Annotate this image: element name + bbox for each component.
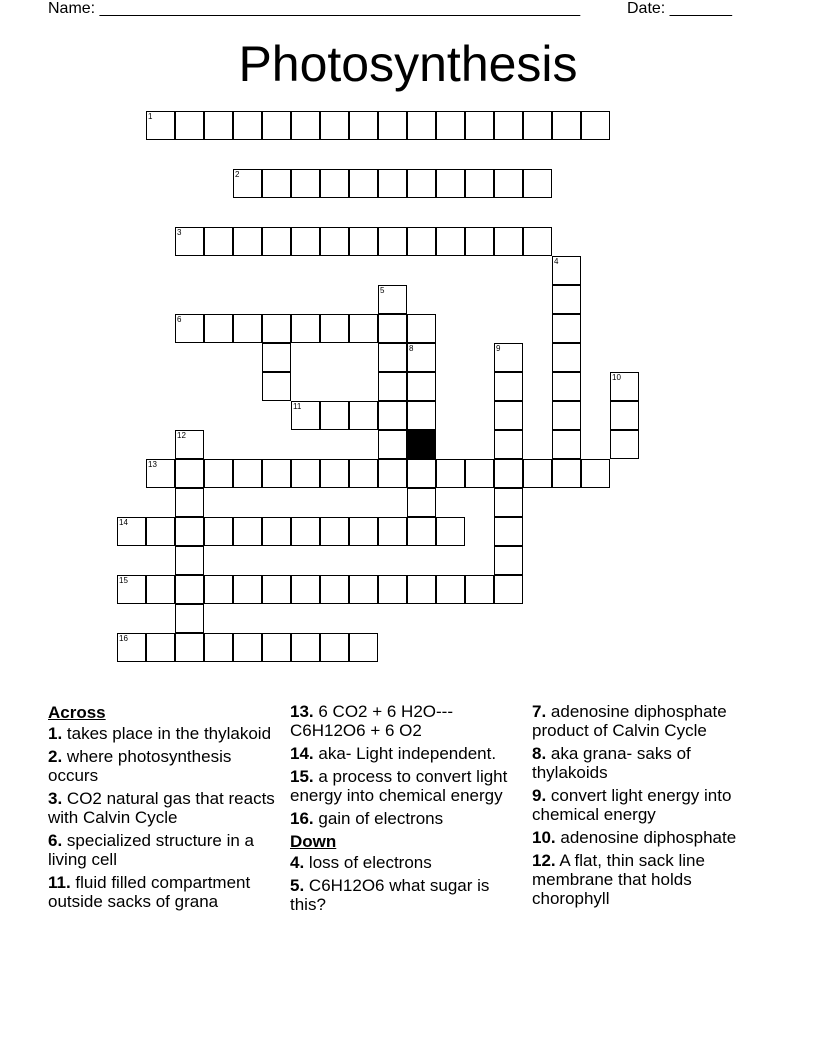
- clue-number: 13.: [290, 702, 314, 721]
- crossword-cell[interactable]: [494, 517, 523, 546]
- crossword-cell[interactable]: [407, 575, 436, 604]
- clue-text: adenosine diphosphate: [555, 828, 737, 847]
- crossword-cell[interactable]: [494, 575, 523, 604]
- clue-number-label: 2: [235, 170, 240, 179]
- crossword-cell[interactable]: [552, 430, 581, 459]
- crossword-cell[interactable]: [407, 343, 436, 372]
- crossword-cell[interactable]: [378, 227, 407, 256]
- crossword-cell[interactable]: [320, 575, 349, 604]
- crossword-cell[interactable]: [233, 633, 262, 662]
- crossword-cell[interactable]: [581, 111, 610, 140]
- clues-column-3: [532, 702, 764, 912]
- crossword-cell[interactable]: [262, 459, 291, 488]
- crossword-cell[interactable]: [320, 401, 349, 430]
- clue-down-12: [532, 851, 764, 908]
- clue-number-label: 15: [119, 576, 128, 585]
- crossword-cell[interactable]: [378, 372, 407, 401]
- clue-text: convert light energy into chemical energy: [532, 786, 732, 824]
- clue-number: 6.: [48, 831, 63, 850]
- crossword-cell[interactable]: [523, 459, 552, 488]
- clue-text: specialized structure in a living cell: [48, 831, 255, 869]
- crossword-cell[interactable]: [320, 459, 349, 488]
- crossword-cell[interactable]: [552, 401, 581, 430]
- crossword-cell[interactable]: [552, 314, 581, 343]
- crossword-cell[interactable]: [523, 169, 552, 198]
- crossword-black-cell: [407, 430, 436, 459]
- crossword-cell[interactable]: [291, 633, 320, 662]
- crossword-cell[interactable]: [349, 401, 378, 430]
- clue-down-8: [532, 744, 764, 782]
- clue-text: gain of electrons: [313, 809, 444, 828]
- clue-number: 12.: [532, 851, 556, 870]
- crossword-cell[interactable]: [523, 227, 552, 256]
- crossword-cell[interactable]: [349, 314, 378, 343]
- clue-number: 2.: [48, 747, 63, 766]
- crossword-cell[interactable]: [552, 285, 581, 314]
- crossword-cell[interactable]: [494, 111, 523, 140]
- crossword-cell[interactable]: [233, 169, 262, 198]
- clue-number-label: 12: [177, 431, 186, 440]
- clue-across-15: [290, 767, 520, 805]
- crossword-cell[interactable]: [262, 227, 291, 256]
- crossword-cell[interactable]: [378, 430, 407, 459]
- crossword-cell[interactable]: [436, 227, 465, 256]
- crossword-cell[interactable]: [552, 256, 581, 285]
- crossword-cell[interactable]: [465, 169, 494, 198]
- crossword-cell[interactable]: [465, 111, 494, 140]
- down-heading: Down: [290, 832, 337, 851]
- crossword-cell[interactable]: [436, 169, 465, 198]
- crossword-cell[interactable]: [146, 517, 175, 546]
- clue-number: 14.: [290, 744, 314, 763]
- crossword-cell[interactable]: [494, 488, 523, 517]
- crossword-cell[interactable]: [291, 517, 320, 546]
- clue-text: where photosynthesis occurs: [48, 747, 232, 785]
- crossword-cell[interactable]: [291, 459, 320, 488]
- clue-text: C6H12O6 what sugar is this?: [290, 876, 490, 914]
- crossword-cell[interactable]: [320, 169, 349, 198]
- crossword-cell[interactable]: [349, 633, 378, 662]
- crossword-cell[interactable]: [378, 285, 407, 314]
- crossword-cell[interactable]: [436, 459, 465, 488]
- crossword-cell[interactable]: [175, 459, 204, 488]
- crossword-cell[interactable]: [262, 111, 291, 140]
- crossword-cell[interactable]: [436, 111, 465, 140]
- crossword-cell[interactable]: [378, 517, 407, 546]
- crossword-cell[interactable]: [291, 575, 320, 604]
- clue-text: loss of electrons: [304, 853, 432, 872]
- crossword-cell[interactable]: [407, 488, 436, 517]
- crossword-cell[interactable]: [175, 227, 204, 256]
- clue-text: fluid filled compartment outside sacks of grana: [48, 873, 251, 911]
- crossword-cell[interactable]: [552, 111, 581, 140]
- crossword-cell[interactable]: [175, 517, 204, 546]
- clue-number-label: 6: [177, 315, 182, 324]
- clue-across-14: [290, 744, 520, 763]
- crossword-cell[interactable]: [262, 372, 291, 401]
- crossword-cell[interactable]: [233, 314, 262, 343]
- clue-text: takes place in the thylakoid: [62, 724, 272, 743]
- clue-number: 10.: [532, 828, 556, 847]
- crossword-cell[interactable]: [320, 517, 349, 546]
- crossword-cell[interactable]: [117, 633, 146, 662]
- crossword-cell[interactable]: [494, 430, 523, 459]
- crossword-cell[interactable]: [233, 575, 262, 604]
- crossword-cell[interactable]: [291, 314, 320, 343]
- crossword-cell[interactable]: [494, 372, 523, 401]
- crossword-cell[interactable]: [262, 575, 291, 604]
- crossword-cell[interactable]: [407, 314, 436, 343]
- crossword-cell[interactable]: [349, 459, 378, 488]
- crossword-cell[interactable]: [175, 430, 204, 459]
- crossword-cell[interactable]: [320, 227, 349, 256]
- clue-across-3: [48, 789, 278, 827]
- crossword-cell[interactable]: [262, 633, 291, 662]
- crossword-cell[interactable]: [465, 575, 494, 604]
- clue-text: adenosine diphosphate product of Calvin Cycle: [532, 702, 727, 740]
- crossword-cell[interactable]: [436, 517, 465, 546]
- crossword-cell[interactable]: [262, 517, 291, 546]
- clue-number: 15.: [290, 767, 314, 786]
- crossword-cell[interactable]: [465, 227, 494, 256]
- crossword-cell[interactable]: [407, 227, 436, 256]
- clue-across-6: [48, 831, 278, 869]
- clue-number-label: 16: [119, 634, 128, 643]
- crossword-cell[interactable]: [378, 343, 407, 372]
- crossword-cell[interactable]: [349, 227, 378, 256]
- crossword-cell[interactable]: [610, 372, 639, 401]
- crossword-cell[interactable]: [233, 517, 262, 546]
- crossword-cell[interactable]: [262, 343, 291, 372]
- crossword-cell[interactable]: [146, 459, 175, 488]
- crossword-cell[interactable]: [175, 604, 204, 633]
- crossword-cell[interactable]: [204, 111, 233, 140]
- crossword-cell[interactable]: [204, 517, 233, 546]
- clue-number: 9.: [532, 786, 547, 805]
- crossword-cell[interactable]: [262, 314, 291, 343]
- crossword-cell[interactable]: [320, 314, 349, 343]
- crossword-cell[interactable]: [349, 517, 378, 546]
- clues-column-2: [290, 702, 520, 918]
- clue-across-13: [290, 702, 520, 740]
- crossword-cell[interactable]: [175, 633, 204, 662]
- crossword-cell[interactable]: [291, 169, 320, 198]
- crossword-cell[interactable]: [407, 517, 436, 546]
- clue-across-11: [48, 873, 278, 911]
- crossword-cell[interactable]: [407, 459, 436, 488]
- clue-number-label: 5: [380, 286, 385, 295]
- clue-down-9: [532, 786, 764, 824]
- clue-down-5: [290, 876, 520, 914]
- crossword-cell[interactable]: [407, 111, 436, 140]
- crossword-cell[interactable]: [436, 575, 465, 604]
- crossword-cell[interactable]: [233, 459, 262, 488]
- clue-number: 7.: [532, 702, 547, 721]
- clue-down-7: [532, 702, 764, 740]
- date-field-label: Date: _______: [627, 0, 732, 17]
- crossword-cell[interactable]: [378, 575, 407, 604]
- crossword-cell[interactable]: [610, 430, 639, 459]
- crossword-cell[interactable]: [175, 111, 204, 140]
- crossword-cell[interactable]: [146, 575, 175, 604]
- crossword-cell[interactable]: [610, 401, 639, 430]
- crossword-cell[interactable]: [175, 488, 204, 517]
- crossword-cell[interactable]: [465, 459, 494, 488]
- crossword-cell[interactable]: [494, 546, 523, 575]
- clue-number: 4.: [290, 853, 305, 872]
- crossword-cell[interactable]: [320, 633, 349, 662]
- crossword-cell[interactable]: [117, 575, 146, 604]
- crossword-cell[interactable]: [378, 111, 407, 140]
- crossword-cell[interactable]: [204, 314, 233, 343]
- crossword-cell[interactable]: [378, 169, 407, 198]
- crossword-cell[interactable]: [378, 459, 407, 488]
- page-title: Photosynthesis: [238, 36, 578, 92]
- crossword-cell[interactable]: [175, 546, 204, 575]
- clue-number-label: 8: [409, 344, 414, 353]
- crossword-cell[interactable]: [291, 401, 320, 430]
- crossword-cell[interactable]: [204, 633, 233, 662]
- clue-text: 6 CO2 + 6 H2O---C6H12O6 + 6 O2: [290, 702, 453, 740]
- clues-column-1: [48, 702, 278, 915]
- crossword-cell[interactable]: [204, 459, 233, 488]
- clue-text: CO2 natural gas that reacts with Calvin Cycle: [48, 789, 275, 827]
- clue-text: A flat, thin sack line membrane that holds chorophyll: [532, 851, 705, 908]
- clue-number: 1.: [48, 724, 63, 743]
- crossword-cell[interactable]: [233, 111, 262, 140]
- clue-across-2: [48, 747, 278, 785]
- clue-number: 3.: [48, 789, 63, 808]
- clue-number-label: 4: [554, 257, 559, 266]
- crossword-cell[interactable]: [494, 227, 523, 256]
- clue-number: 11.: [48, 873, 71, 892]
- name-field-label: Name: ______________________________________________________: [48, 0, 581, 17]
- crossword-cell[interactable]: [146, 111, 175, 140]
- crossword-cell[interactable]: [407, 401, 436, 430]
- crossword-cell[interactable]: [378, 401, 407, 430]
- crossword-cell[interactable]: [494, 459, 523, 488]
- crossword-cell[interactable]: [349, 575, 378, 604]
- crossword-cell[interactable]: [349, 111, 378, 140]
- clue-number-label: 10: [612, 373, 621, 382]
- crossword-cell[interactable]: [320, 111, 349, 140]
- crossword-cell[interactable]: [146, 633, 175, 662]
- crossword-cell[interactable]: [349, 169, 378, 198]
- crossword-cell[interactable]: [494, 343, 523, 372]
- crossword-cell[interactable]: [204, 227, 233, 256]
- crossword-cell[interactable]: [407, 169, 436, 198]
- clue-number-label: 13: [148, 460, 157, 469]
- crossword-cell[interactable]: [262, 169, 291, 198]
- clue-text: a process to convert light energy into chemical energy: [290, 767, 508, 805]
- crossword-cell[interactable]: [117, 517, 146, 546]
- clue-down-4: [290, 853, 520, 872]
- crossword-cell[interactable]: [552, 372, 581, 401]
- crossword-cell[interactable]: [378, 314, 407, 343]
- clue-number: 16.: [290, 809, 314, 828]
- clue-number-label: 14: [119, 518, 128, 527]
- clue-number-label: 3: [177, 228, 182, 237]
- crossword-cell[interactable]: [552, 459, 581, 488]
- clue-across-16: [290, 809, 520, 828]
- crossword-cell[interactable]: [175, 314, 204, 343]
- across-heading: Across: [48, 703, 106, 722]
- crossword-cell[interactable]: [233, 227, 262, 256]
- clue-text: aka grana- saks of thylakoids: [532, 744, 691, 782]
- crossword-cell[interactable]: [552, 343, 581, 372]
- clue-number-label: 11: [293, 402, 302, 411]
- clue-text: aka- Light independent.: [313, 744, 497, 763]
- crossword-cell[interactable]: [523, 111, 552, 140]
- clue-number-label: 9: [496, 344, 501, 353]
- crossword-cell[interactable]: [494, 401, 523, 430]
- crossword-cell[interactable]: [407, 372, 436, 401]
- crossword-cell[interactable]: [204, 575, 233, 604]
- clue-down-10: [532, 828, 764, 847]
- crossword-cell[interactable]: [494, 169, 523, 198]
- crossword-cell[interactable]: [291, 111, 320, 140]
- crossword-cell[interactable]: [291, 227, 320, 256]
- crossword-cell[interactable]: [175, 575, 204, 604]
- clue-across-1: [48, 724, 278, 743]
- clue-number-label: 1: [148, 112, 153, 121]
- crossword-cell[interactable]: [581, 459, 610, 488]
- clue-number: 8.: [532, 744, 547, 763]
- clue-number: 5.: [290, 876, 305, 895]
